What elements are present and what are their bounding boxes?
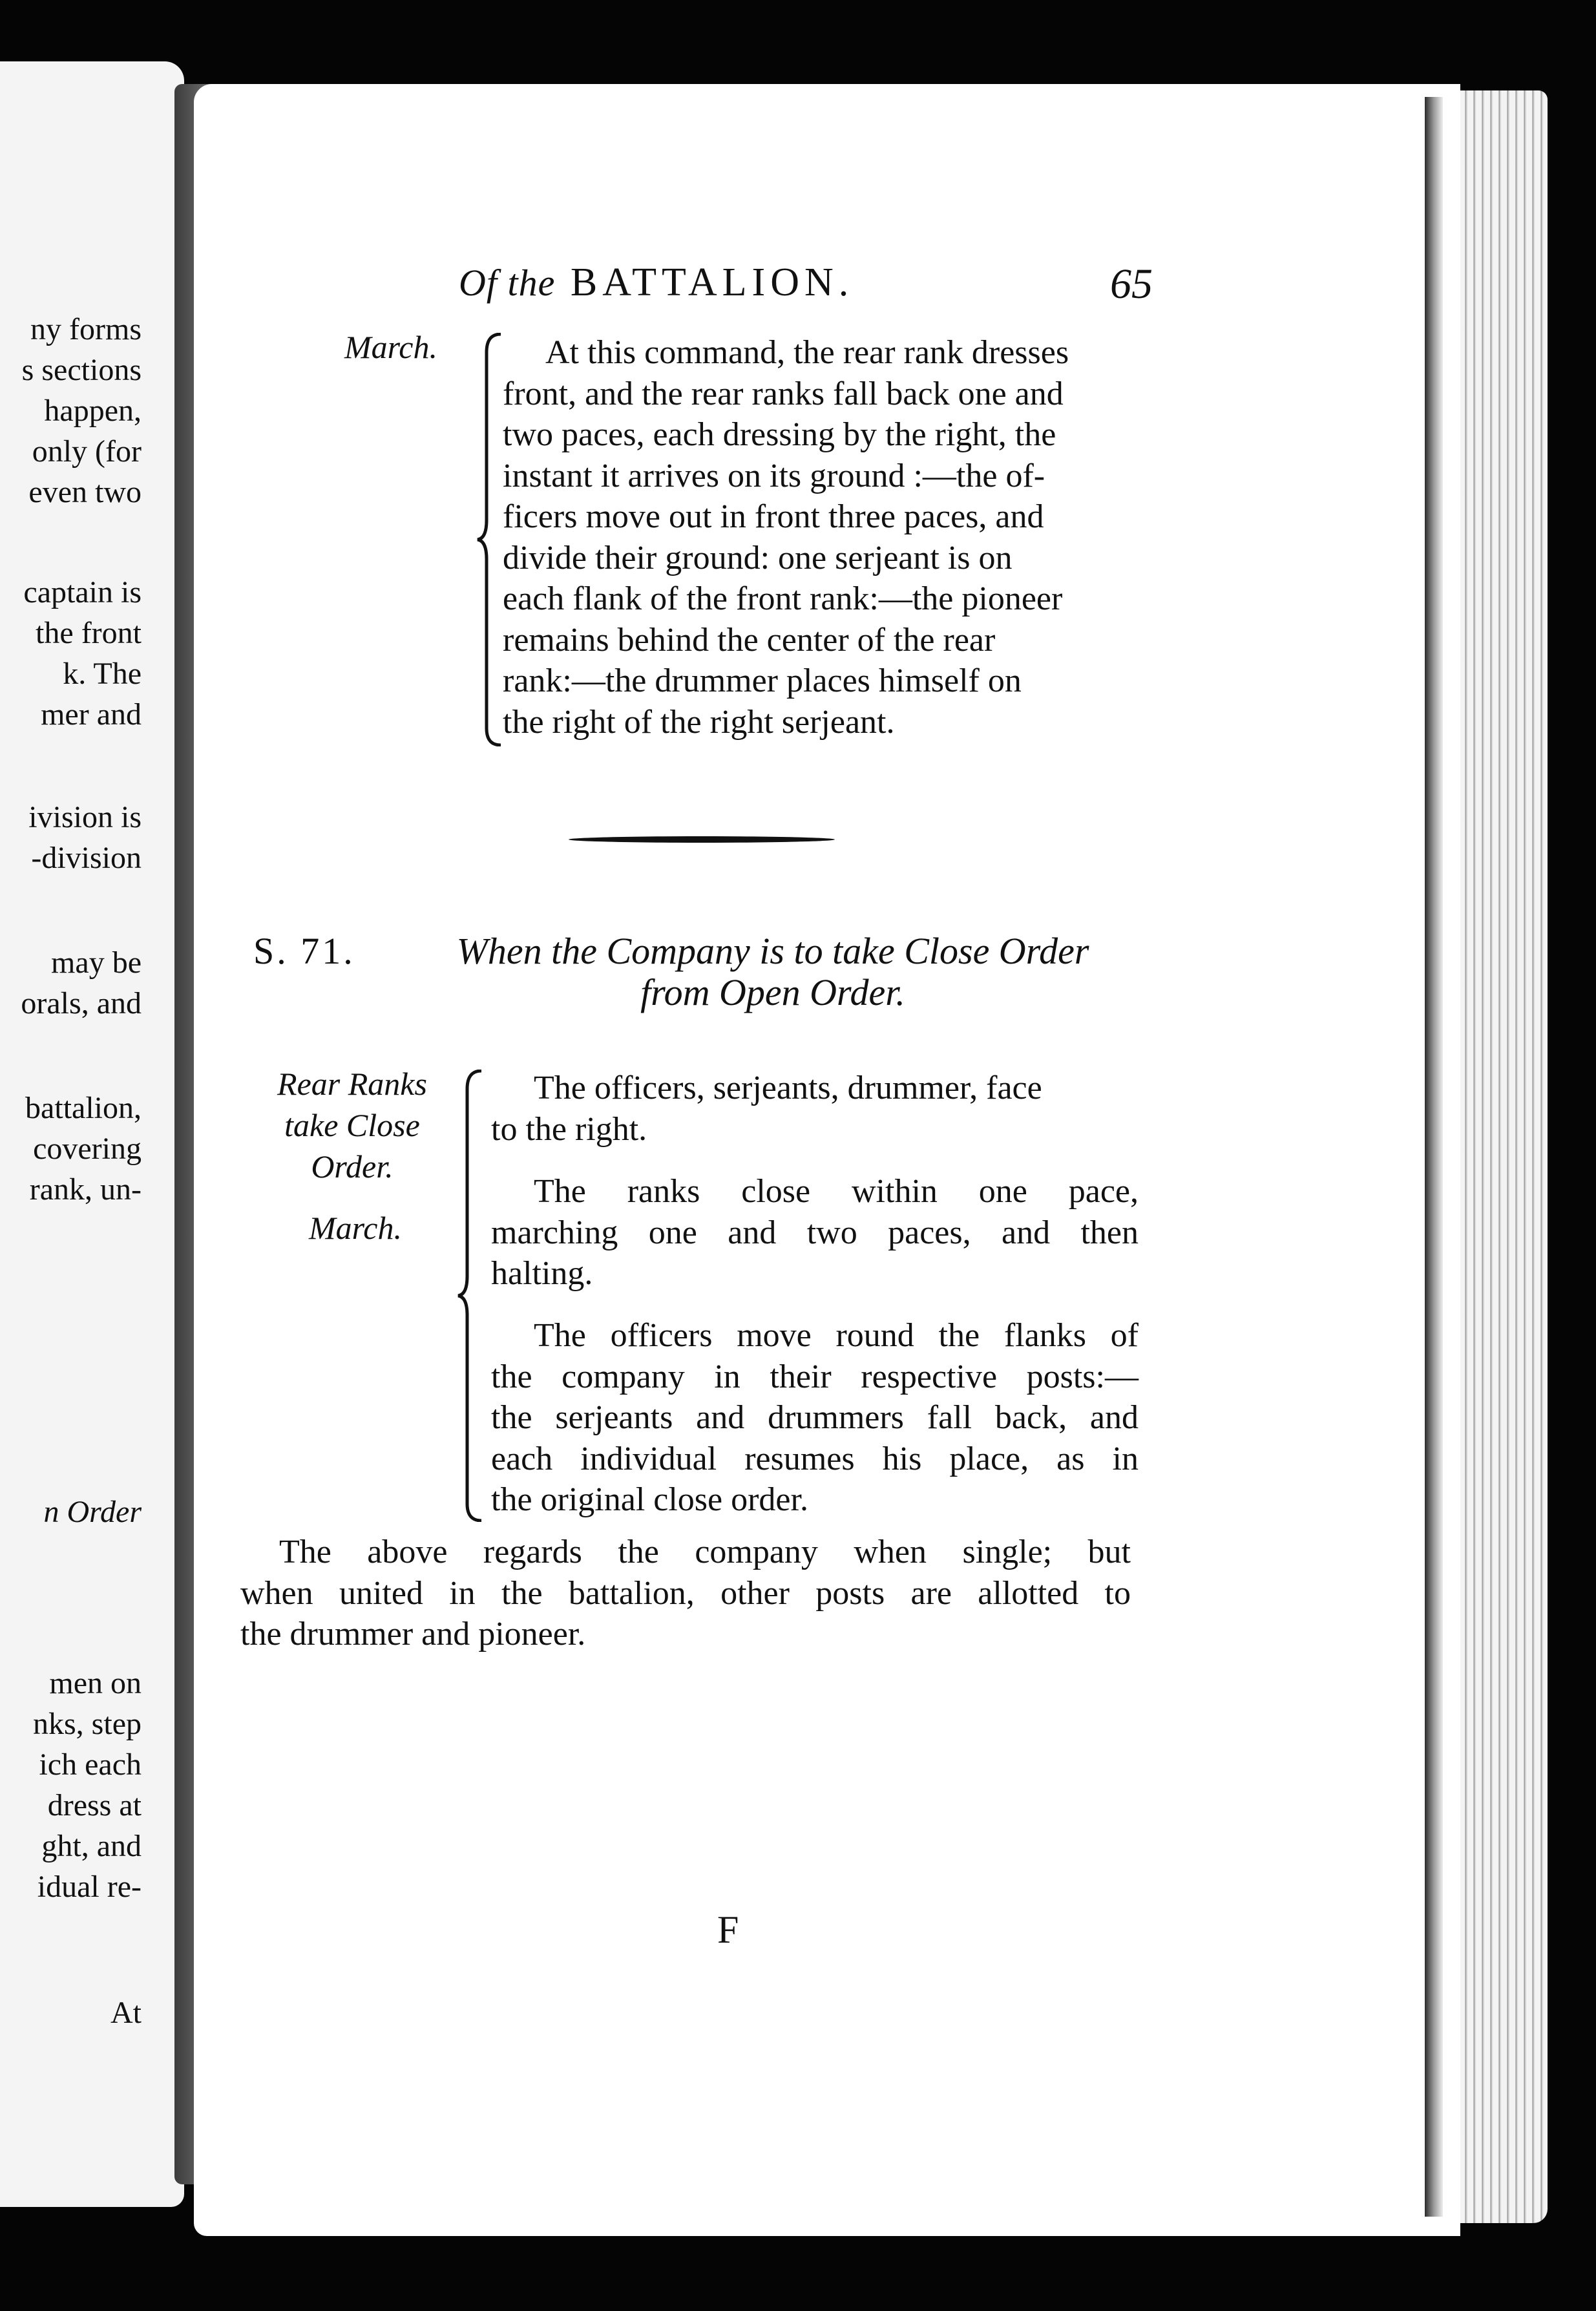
section-title-line1: When the Company is to take Close Order: [456, 930, 1089, 972]
facing-text-line: covering: [33, 1132, 142, 1166]
facing-text-line: nks, step: [33, 1707, 142, 1741]
block2-line: marching one and two paces, and then: [491, 1214, 1139, 1251]
block1-paragraph: [503, 332, 1153, 743]
page-edge-shadow: [1425, 97, 1443, 2217]
facing-text-line: only (for: [32, 434, 142, 469]
curly-brace-icon: [456, 1070, 488, 1522]
block2-line: The officers, serjeants, drummer, face: [534, 1070, 1042, 1106]
block1-line: divide their ground: one serjeant is on: [503, 539, 1013, 576]
section-divider: [569, 836, 835, 843]
block2-line: the serjeants and drummers fall back, and: [491, 1399, 1139, 1436]
side-note-march: March.: [344, 329, 437, 365]
facing-text-line: n Order: [43, 1495, 142, 1529]
side-note-line: Rear Ranks: [277, 1066, 427, 1102]
closing-paragraph: [240, 1532, 1131, 1655]
closing-line: when united in the battalion, other posts are allotted to: [240, 1574, 1131, 1612]
block2-line: The ranks close within one pace,: [534, 1173, 1139, 1210]
facing-text-line: the front: [36, 616, 142, 650]
block2-line: The officers move round the flanks of: [534, 1317, 1139, 1354]
facing-text-line: may be: [51, 945, 142, 980]
block2-line: the original close order.: [491, 1481, 808, 1518]
block1-line: two paces, each dressing by the right, the: [503, 416, 1056, 453]
facing-text-line: happen,: [44, 394, 142, 428]
facing-text-line: ght, and: [41, 1829, 142, 1863]
block2-paragraph-3: [491, 1315, 1139, 1521]
section-title-line2: from Open Order.: [640, 971, 905, 1013]
running-head-prefix: Of the: [459, 262, 556, 304]
facing-text-line: ivision is: [28, 800, 142, 834]
facing-text-line: s sections: [21, 353, 142, 387]
facing-text-line: -division: [31, 841, 142, 875]
facing-text-line: ny forms: [30, 312, 142, 346]
side-note-line: take Close: [284, 1107, 420, 1143]
block1-line: At this command, the rear rank dresses: [545, 334, 1069, 371]
facing-text-line: men on: [49, 1666, 142, 1700]
facing-text-line: battalion,: [25, 1091, 142, 1125]
facing-text-line: even two: [28, 475, 142, 509]
facing-text-line: At: [110, 1996, 142, 2030]
side-note-march-2: March.: [309, 1210, 402, 1246]
facing-text-line: orals, and: [21, 986, 142, 1020]
block2-line: halting.: [491, 1255, 593, 1292]
closing-line: The above regards the company when single; but: [279, 1534, 1131, 1570]
section-title: [402, 931, 1144, 1013]
block1-line: instant it arrives on its ground :—the of-: [503, 457, 1045, 494]
block1-line: front, and the rear ranks fall back one and: [503, 375, 1064, 412]
running-head: [459, 260, 854, 306]
block1-line: each flank of the front rank:—the pioneer: [503, 580, 1063, 617]
facing-text-line: idual re-: [37, 1870, 142, 1904]
block2-paragraph-2: [491, 1171, 1139, 1294]
block2-paragraph-1: [491, 1068, 1139, 1150]
side-note-rear-ranks: [255, 1063, 449, 1187]
block1-line: remains behind the center of the rear: [503, 621, 996, 659]
facing-text-line: mer and: [41, 697, 142, 732]
signature-mark: F: [717, 1908, 739, 1951]
facing-page: [0, 61, 184, 2207]
closing-line: the drummer and pioneer.: [240, 1616, 586, 1652]
block2-line: to the right.: [491, 1110, 647, 1148]
side-note-line: Order.: [311, 1148, 394, 1185]
facing-text-line: k. The: [63, 657, 142, 691]
facing-text-line: rank, un-: [29, 1172, 142, 1207]
page-number: 65: [1110, 260, 1153, 308]
facing-text-line: dress at: [47, 1788, 142, 1822]
block2-line: each individual resumes his place, as in: [491, 1440, 1139, 1477]
block1-line: the right of the right serjeant.: [503, 703, 895, 741]
facing-text-line: ich each: [39, 1747, 142, 1782]
running-head-title: BATTALION.: [570, 260, 854, 304]
facing-text-line: captain is: [23, 575, 142, 609]
block2-line: the company in their respective posts:—: [491, 1358, 1139, 1395]
section-number: S. 71.: [253, 930, 355, 972]
block1-line: ficers move out in front three paces, and: [503, 498, 1044, 535]
block1-line: rank:—the drummer places himself on: [503, 662, 1022, 699]
